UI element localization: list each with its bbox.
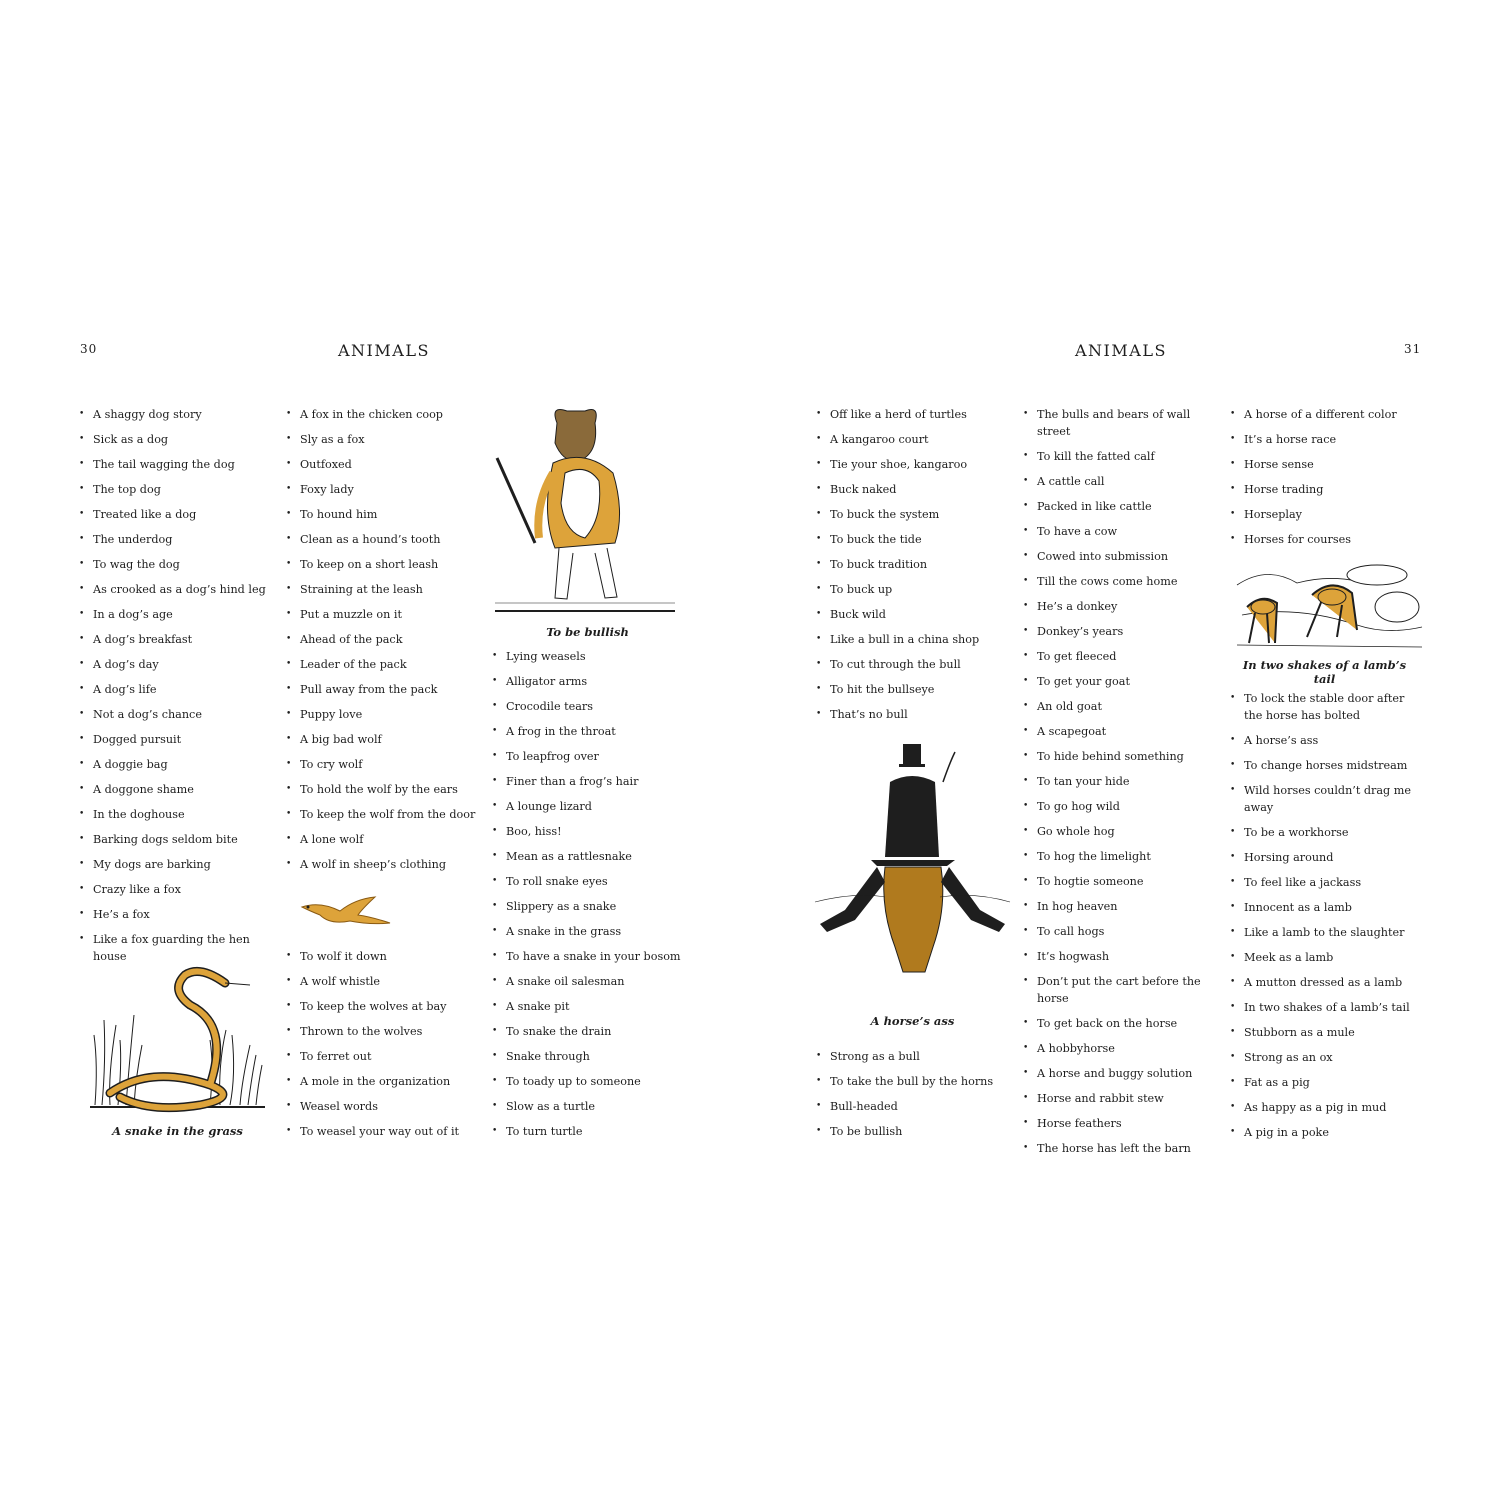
idiom-item: • In a dog’s age — [79, 606, 269, 623]
idiom-list-col1 — [79, 406, 269, 973]
lambs-illustration — [1237, 555, 1422, 655]
idiom-item: • To turn turtle — [492, 1123, 692, 1140]
idiom-item: • He’s a fox — [79, 906, 269, 923]
idiom-list-col4-top — [816, 406, 1011, 731]
idiom-item: • To call hogs — [1023, 923, 1218, 940]
idiom-item: • Stubborn as a mule — [1230, 1024, 1422, 1041]
idiom-item: • Innocent as a lamb — [1230, 899, 1422, 916]
caption-horse: A horse’s ass — [870, 1014, 955, 1028]
idiom-item: • Horse and rabbit stew — [1023, 1090, 1218, 1107]
horse-rider-illustration — [815, 742, 1010, 977]
idiom-item: • A dog’s day — [79, 656, 269, 673]
idiom-item: • Leader of the pack — [286, 656, 476, 673]
idiom-item: • A horse and buggy solution — [1023, 1065, 1218, 1082]
idiom-item: • Buck wild — [816, 606, 1011, 623]
idiom-item: • Don’t put the cart before the horse — [1023, 973, 1218, 1007]
idiom-item: • A horse’s ass — [1230, 732, 1422, 749]
idiom-item: • Ahead of the pack — [286, 631, 476, 648]
idiom-item: • In the doghouse — [79, 806, 269, 823]
idiom-item: • Cowed into submission — [1023, 548, 1218, 565]
idiom-item: • My dogs are barking — [79, 856, 269, 873]
idiom-item: • Wild horses couldn’t drag me away — [1230, 782, 1422, 816]
idiom-item: • Slippery as a snake — [492, 898, 692, 915]
idiom-item: • To wag the dog — [79, 556, 269, 573]
idiom-item: • To hog the limelight — [1023, 848, 1218, 865]
bird-illustration — [300, 895, 392, 930]
idiom-item: • To keep the wolves at bay — [286, 998, 476, 1015]
idiom-item: • A hobbyhorse — [1023, 1040, 1218, 1057]
idiom-item: • Straining at the leash — [286, 581, 476, 598]
idiom-item: • Outfoxed — [286, 456, 476, 473]
idiom-item: • A frog in the throat — [492, 723, 692, 740]
snake-in-grass-illustration — [90, 965, 265, 1115]
idiom-item: • To buck up — [816, 581, 1011, 598]
idiom-item: • To roll snake eyes — [492, 873, 692, 890]
idiom-item: • Pull away from the pack — [286, 681, 476, 698]
idiom-item: • To cut through the bull — [816, 656, 1011, 673]
idiom-item: • Till the cows come home — [1023, 573, 1218, 590]
idiom-list-col2-top — [286, 406, 476, 881]
idiom-item: • Puppy love — [286, 706, 476, 723]
idiom-item: • An old goat — [1023, 698, 1218, 715]
idiom-item: • Tie your shoe, kangaroo — [816, 456, 1011, 473]
idiom-item: • Weasel words — [286, 1098, 476, 1115]
idiom-item: • Dogged pursuit — [79, 731, 269, 748]
idiom-item: • Not a dog’s chance — [79, 706, 269, 723]
idiom-item: • To take the bull by the horns — [816, 1073, 1011, 1090]
idiom-item: • Mean as a rattlesnake — [492, 848, 692, 865]
idiom-item: • Horseplay — [1230, 506, 1422, 523]
idiom-item: • A snake oil salesman — [492, 973, 692, 990]
page-number-right: 31 — [1404, 342, 1422, 356]
idiom-item: • Foxy lady — [286, 481, 476, 498]
idiom-item: • Boo, hiss! — [492, 823, 692, 840]
idiom-item: • Snake through — [492, 1048, 692, 1065]
idiom-item: • A dog’s breakfast — [79, 631, 269, 648]
idiom-item: • Thrown to the wolves — [286, 1023, 476, 1040]
idiom-item: • As crooked as a dog’s hind leg — [79, 581, 269, 598]
idiom-item: • To buck tradition — [816, 556, 1011, 573]
idiom-item: • Sick as a dog — [79, 431, 269, 448]
idiom-item: • Slow as a turtle — [492, 1098, 692, 1115]
idiom-item: • It’s hogwash — [1023, 948, 1218, 965]
idiom-item: • A scapegoat — [1023, 723, 1218, 740]
idiom-item: • To lock the stable door after the horse has bolted — [1230, 690, 1422, 724]
idiom-item: • To feel like a jackass — [1230, 874, 1422, 891]
idiom-item: • A horse of a different color — [1230, 406, 1422, 423]
idiom-item: • It’s a horse race — [1230, 431, 1422, 448]
idiom-item: • The top dog — [79, 481, 269, 498]
running-head-right: ANIMALS — [1075, 341, 1167, 360]
idiom-item: • Horsing around — [1230, 849, 1422, 866]
idiom-item: • To be bullish — [816, 1123, 1011, 1140]
idiom-item: • A dog’s life — [79, 681, 269, 698]
idiom-item: • Packed in like cattle — [1023, 498, 1218, 515]
idiom-item: • As happy as a pig in mud — [1230, 1099, 1422, 1116]
idiom-item: • To buck the system — [816, 506, 1011, 523]
idiom-list-col5 — [1023, 406, 1218, 1165]
idiom-item: • Meek as a lamb — [1230, 949, 1422, 966]
idiom-item: • In two shakes of a lamb’s tail — [1230, 999, 1422, 1016]
idiom-item: • In hog heaven — [1023, 898, 1218, 915]
idiom-item: • To hold the wolf by the ears — [286, 781, 476, 798]
idiom-item: • To wolf it down — [286, 948, 476, 965]
idiom-item: • A snake pit — [492, 998, 692, 1015]
idiom-item: • A doggie bag — [79, 756, 269, 773]
idiom-item: • Buck naked — [816, 481, 1011, 498]
idiom-item: • A pig in a poke — [1230, 1124, 1422, 1141]
idiom-item: • A big bad wolf — [286, 731, 476, 748]
idiom-item: • Clean as a hound’s tooth — [286, 531, 476, 548]
idiom-item: • To get back on the horse — [1023, 1015, 1218, 1032]
idiom-item: • To buck the tide — [816, 531, 1011, 548]
idiom-item: • To toady up to someone — [492, 1073, 692, 1090]
idiom-item: • To have a cow — [1023, 523, 1218, 540]
idiom-item: • The tail wagging the dog — [79, 456, 269, 473]
idiom-list-col2-bottom — [286, 948, 476, 1148]
idiom-item: • Finer than a frog’s hair — [492, 773, 692, 790]
idiom-item: • To hound him — [286, 506, 476, 523]
idiom-item: • The underdog — [79, 531, 269, 548]
running-head-left: ANIMALS — [338, 341, 430, 360]
idiom-item: • He’s a donkey — [1023, 598, 1218, 615]
idiom-item: • To change horses midstream — [1230, 757, 1422, 774]
idiom-item: • To hit the bullseye — [816, 681, 1011, 698]
idiom-item: • To be a workhorse — [1230, 824, 1422, 841]
idiom-item: • To keep on a short leash — [286, 556, 476, 573]
idiom-item: • Go whole hog — [1023, 823, 1218, 840]
idiom-item: • To ferret out — [286, 1048, 476, 1065]
idiom-item: • A wolf whistle — [286, 973, 476, 990]
idiom-item: • A mole in the organization — [286, 1073, 476, 1090]
caption-lamb: In two shakes of a lamb’s tail — [1242, 658, 1407, 686]
idiom-item: • To get fleeced — [1023, 648, 1218, 665]
idiom-item: • Bull-headed — [816, 1098, 1011, 1115]
idiom-item: • Horse feathers — [1023, 1115, 1218, 1132]
idiom-item: • A shaggy dog story — [79, 406, 269, 423]
idiom-list-col3 — [492, 648, 692, 1148]
idiom-item: • Off like a herd of turtles — [816, 406, 1011, 423]
idiom-item: • To hogtie someone — [1023, 873, 1218, 890]
idiom-item: • A lounge lizard — [492, 798, 692, 815]
idiom-item: • A mutton dressed as a lamb — [1230, 974, 1422, 991]
idiom-list-col6-top — [1230, 406, 1422, 556]
idiom-item: • Strong as an ox — [1230, 1049, 1422, 1066]
idiom-item: • Fat as a pig — [1230, 1074, 1422, 1091]
idiom-item: • A snake in the grass — [492, 923, 692, 940]
idiom-item: • Put a muzzle on it — [286, 606, 476, 623]
idiom-item: • Like a bull in a china shop — [816, 631, 1011, 648]
caption-bull: To be bullish — [546, 625, 629, 639]
bull-in-coat-illustration — [495, 403, 675, 618]
idiom-item: • Treated like a dog — [79, 506, 269, 523]
idiom-item: • Crocodile tears — [492, 698, 692, 715]
idiom-list-col4-bottom — [816, 1048, 1011, 1148]
idiom-item: • That’s no bull — [816, 706, 1011, 723]
idiom-item: • To have a snake in your bosom — [492, 948, 692, 965]
idiom-item: • The bulls and bears of wall street — [1023, 406, 1218, 440]
idiom-item: • A doggone shame — [79, 781, 269, 798]
idiom-item: • A fox in the chicken coop — [286, 406, 476, 423]
idiom-item: • Horse trading — [1230, 481, 1422, 498]
idiom-item: • To leapfrog over — [492, 748, 692, 765]
idiom-item: • Strong as a bull — [816, 1048, 1011, 1065]
idiom-item: • To hide behind something — [1023, 748, 1218, 765]
idiom-item: • To go hog wild — [1023, 798, 1218, 815]
idiom-item: • To get your goat — [1023, 673, 1218, 690]
idiom-item: • A lone wolf — [286, 831, 476, 848]
idiom-item: • The horse has left the barn — [1023, 1140, 1218, 1157]
idiom-item: • Crazy like a fox — [79, 881, 269, 898]
idiom-item: • Sly as a fox — [286, 431, 476, 448]
idiom-item: • To weasel your way out of it — [286, 1123, 476, 1140]
idiom-item: • Horse sense — [1230, 456, 1422, 473]
page-number-left: 30 — [80, 342, 98, 356]
idiom-item: • Barking dogs seldom bite — [79, 831, 269, 848]
idiom-item: • Donkey’s years — [1023, 623, 1218, 640]
idiom-item: • Like a fox guarding the hen house — [79, 931, 269, 965]
idiom-item: • To cry wolf — [286, 756, 476, 773]
idiom-item: • To tan your hide — [1023, 773, 1218, 790]
caption-snake: A snake in the grass — [112, 1124, 243, 1138]
idiom-item: • To snake the drain — [492, 1023, 692, 1040]
idiom-item: • A kangaroo court — [816, 431, 1011, 448]
idiom-item: • A cattle call — [1023, 473, 1218, 490]
idiom-item: • A wolf in sheep’s clothing — [286, 856, 476, 873]
idiom-item: • Like a lamb to the slaughter — [1230, 924, 1422, 941]
idiom-item: • To keep the wolf from the door — [286, 806, 476, 823]
idiom-item: • Lying weasels — [492, 648, 692, 665]
idiom-item: • Alligator arms — [492, 673, 692, 690]
idiom-list-col6-bottom — [1230, 690, 1422, 1149]
idiom-item: • To kill the fatted calf — [1023, 448, 1218, 465]
idiom-item: • Horses for courses — [1230, 531, 1422, 548]
